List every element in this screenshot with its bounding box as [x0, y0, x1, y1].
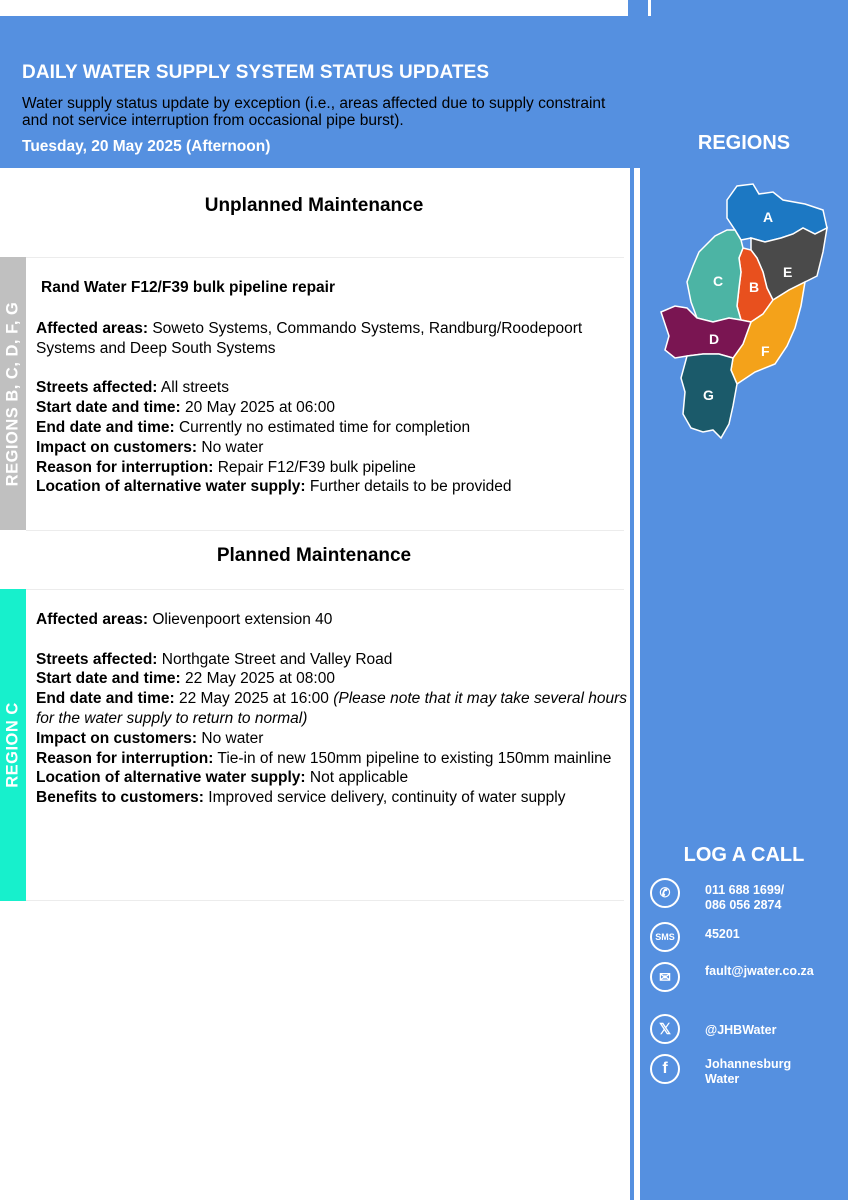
divider-bottom-planned [26, 900, 624, 901]
region-c-label: C [713, 273, 724, 289]
regions-map [655, 178, 835, 443]
twitter-handle[interactable]: @JHBWater [705, 1023, 777, 1037]
sidebar-notch [648, 0, 651, 16]
unplanned-heading: Unplanned Maintenance [204, 195, 424, 216]
unplanned-region-label: REGIONS B, C, D, F, G [3, 301, 22, 486]
planned-benefits: Benefits to customers: Improved service delivery, continuity of water supply [36, 789, 566, 807]
planned-impact: Impact on customers: No water [36, 729, 264, 747]
region-g-label: G [703, 387, 714, 403]
phone-number-1[interactable]: 011 688 1699/ [705, 883, 785, 897]
unplanned-reason: Reason for interruption: Repair F12/F39 bulk pipeline [36, 458, 416, 476]
facebook-page-line-1[interactable]: Johannesburg [705, 1057, 792, 1071]
planned-affected-areas: Affected areas: Olievenpoort extension 40 [36, 611, 333, 628]
planned-details [36, 610, 628, 808]
planned-streets: Streets affected: Northgate Street and Valley Road [36, 650, 393, 668]
planned-heading: Planned Maintenance [216, 545, 412, 566]
header-top-strip [0, 0, 628, 16]
phone-icon[interactable]: ✆ [650, 878, 680, 908]
planned-region-bar [0, 589, 26, 901]
page-title: DAILY WATER SUPPLY SYSTEM STATUS UPDATES [22, 62, 490, 83]
region-e-label: E [783, 264, 793, 280]
sidebar-edge [630, 168, 634, 1200]
page-subtitle: Water supply status update by exception (i.e., areas affected due to supply constraint and not service interruption from occasional pipe burst). [22, 95, 606, 129]
unplanned-end: End date and time: Currently no estimated time for completion [36, 418, 471, 436]
region-f-label: F [761, 343, 770, 359]
x-twitter-icon[interactable]: 𝕏 [650, 1014, 680, 1044]
planned-region-label: REGION C [3, 702, 22, 788]
facebook-page-line-2[interactable]: Water [705, 1072, 740, 1086]
unplanned-details [36, 319, 628, 497]
unplanned-alt-supply: Location of alternative water supply: Further details to be provided [36, 478, 512, 496]
unplanned-affected-areas: Affected areas: Soweto Systems, Commando Systems, Randburg/Roodepoort Systems and Deep South Systems [36, 320, 583, 357]
divider-bottom-unplanned [26, 530, 624, 531]
email-icon[interactable]: ✉ [650, 962, 680, 992]
unplanned-impact: Impact on customers: No water [36, 438, 264, 456]
planned-reason: Reason for interruption: Tie-in of new 150mm pipeline to existing 150mm mainline [36, 749, 612, 767]
divider-top-unplanned [26, 257, 624, 258]
unplanned-streets: Streets affected: All streets [36, 379, 229, 397]
region-a-label: A [763, 209, 774, 225]
divider-top-planned [26, 589, 624, 590]
region-d-label: D [709, 331, 720, 347]
regions-title: REGIONS [697, 132, 791, 154]
email-address[interactable]: fault@jwater.co.za [705, 964, 814, 978]
sms-number[interactable]: 45201 [705, 927, 740, 941]
planned-alt-supply: Location of alternative water supply: Not applicable [36, 769, 409, 787]
report-date: Tuesday, 20 May 2025 (Afternoon) [22, 138, 271, 155]
phone-number-2[interactable]: 086 056 2874 [705, 898, 782, 912]
facebook-icon[interactable]: f [650, 1054, 680, 1084]
unplanned-item-title: Rand Water F12/F39 bulk pipeline repair [41, 279, 336, 296]
facebook-page[interactable] [705, 1057, 791, 1087]
unplanned-start: Start date and time: 20 May 2025 at 06:00 [36, 399, 335, 417]
sms-icon[interactable]: SMS [650, 922, 680, 952]
planned-end: End date and time: 22 May 2025 at 16:00 (Please note that it may take several hours for the water supply to return to normal) [36, 690, 628, 727]
region-b-label: B [749, 279, 760, 295]
log-a-call-title: LOG A CALL [683, 844, 805, 866]
planned-start: Start date and time: 22 May 2025 at 08:00 [36, 670, 335, 688]
unplanned-region-bar [0, 257, 26, 530]
phone-numbers[interactable] [705, 883, 784, 913]
